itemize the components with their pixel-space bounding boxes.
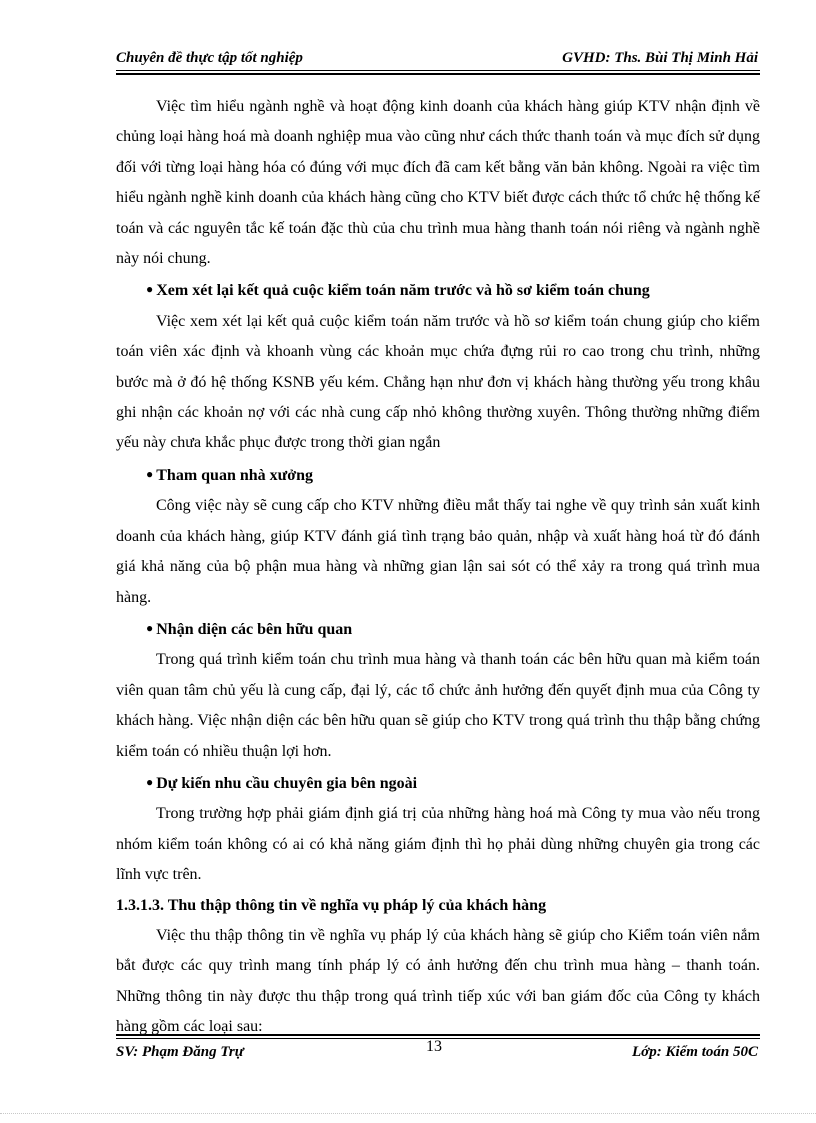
bullet-heading-text: Tham quan nhà xưởng — [156, 466, 313, 484]
bullet-heading-3 — [116, 613, 760, 645]
header-divider — [116, 70, 760, 75]
header-title: Chuyên đề thực tập tốt nghiệp — [116, 50, 303, 66]
paragraph-1: Việc tìm hiểu ngành nghề và hoạt động kinh doanh của khách hàng giúp KTV nhận định về chủng loại hàng hoá mà doanh nghiệp mua vào cũng như cách thức thanh toán và mục đích sử dụng đối với từng loại hàng hóa có đúng với mục đích đã cam kết bằng văn bản không. Ngoài ra việc tìm hiểu ngành nghề kinh doanh của khách hàng cũng cho KTV biết được cách thức tổ chức hệ thống kế toán và các nguyên tắc kế toán đặc thù của chu trình mua hàng thanh toán nói riêng và ngành nghề này nói chung. — [116, 98, 760, 268]
paragraph-4: Trong quá trình kiểm toán chu trình mua hàng và thanh toán các bên hữu quan mà kiểm toán viên quan tâm chủ yếu là cung cấp, đại lý, các tổ chức ảnh hưởng đến quyết định mua của Công ty khách hàng. Việc nhận diện các bên hữu quan sẽ giúp cho KTV trong quá trình thu thập bằng chứng kiểm toán có nhiều thuận lợi hơn. — [116, 651, 760, 760]
page-footer — [116, 1040, 760, 1064]
paragraph-2: Việc xem xét lại kết quả cuộc kiểm toán năm trước và hồ sơ kiểm toán chung giúp cho kiểm toán viên xác định và khoanh vùng các khoản mục chứa đựng rủi ro cao trong chu trình, những bước mà ở đó hệ thống KSNB yếu kém. Chẳng hạn như đơn vị khách hàng thường yếu trong khâu ghi nhận các khoản nợ với các nhà cung cấp nhỏ không thường xuyên. Thông thường những điểm yếu này chưa khắc phục được trong thời gian ngắn — [116, 312, 760, 452]
document-body — [116, 92, 760, 1043]
bullet-heading-4 — [116, 767, 760, 799]
page-edge-line — [0, 1113, 816, 1114]
bullet-heading-2 — [116, 459, 760, 491]
page-number: 13 — [426, 1038, 442, 1055]
paragraph-3: Công việc này sẽ cung cấp cho KTV những điều mắt thấy tai nghe về quy trình sản xuất kinh doanh của khách hàng, giúp KTV đánh giá tình trạng bảo quản, nhập và xuất hàng hoá từ đó đánh giá khả năng của bộ phận mua hàng và những gian lận sai sót có thể xảy ra trong quá trình mua hàng. — [116, 497, 760, 606]
bullet-icon: ● — [146, 774, 154, 789]
paragraph-6: Việc thu thập thông tin về nghĩa vụ pháp lý của khách hàng sẽ giúp cho Kiểm toán viên nắm bắt được các quy trình mang tính pháp lý có ảnh hưởng đến chu trình mua hàng – thanh toán. Những thông tin này được thu thập trong quá trình tiếp xúc với ban giám đốc của Công ty khách hàng gồm các loại sau: — [116, 926, 760, 1036]
bullet-icon: ● — [146, 466, 154, 481]
page-header — [116, 46, 760, 70]
bullet-heading-text: Dự kiến nhu cầu chuyên gia bên ngoài — [156, 774, 418, 792]
bullet-heading-1 — [116, 274, 760, 306]
footer-class: Lớp: Kiểm toán 50C — [632, 1044, 758, 1060]
bullet-heading-text: Nhận diện các bên hữu quan — [156, 620, 353, 638]
header-advisor: GVHD: Ths. Bùi Thị Minh Hải — [562, 50, 758, 66]
bullet-heading-text: Xem xét lại kết quả cuộc kiểm toán năm trước và hồ sơ kiểm toán chung — [156, 282, 650, 300]
bullet-icon: ● — [146, 620, 154, 635]
bullet-icon: ● — [146, 282, 154, 297]
paragraph-5: Trong trường hợp phải giám định giá trị của những hàng hoá mà Công ty mua vào nếu trong nhóm kiểm toán không có ai có khả năng giám định thì họ phải dùng những chuyên gia trong các lĩnh vực trên. — [116, 805, 760, 884]
footer-student: SV: Phạm Đăng Trự — [116, 1044, 244, 1060]
section-heading: 1.3.1.3. Thu thập thông tin về nghĩa vụ pháp lý của khách hàng — [116, 896, 547, 914]
